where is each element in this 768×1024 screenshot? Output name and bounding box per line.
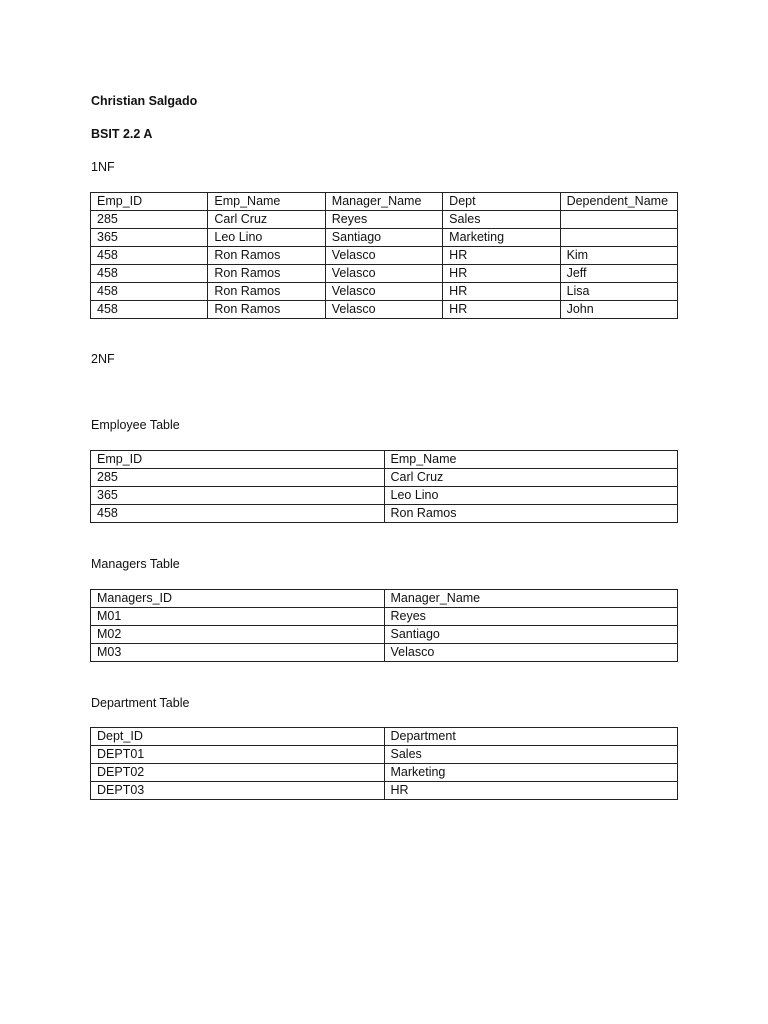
table-cell: 285 (91, 211, 208, 229)
department-table (90, 727, 678, 800)
table-cell: DEPT02 (91, 764, 385, 782)
table-cell: 458 (91, 301, 208, 319)
table-row (91, 265, 678, 283)
employee-table (90, 450, 678, 523)
table-row (91, 211, 678, 229)
table-cell: 458 (91, 283, 208, 301)
managers-table-title: Managers Table (91, 557, 180, 571)
table-row (91, 626, 678, 644)
table-row (91, 301, 678, 319)
header-cell: Emp_ID (91, 451, 385, 469)
1nf-table (90, 192, 678, 319)
table-row (91, 505, 678, 523)
table-cell: Reyes (325, 211, 442, 229)
table-row (91, 746, 678, 764)
table-cell: 458 (91, 247, 208, 265)
table-cell: M01 (91, 608, 385, 626)
table-cell: DEPT03 (91, 782, 385, 800)
table-cell: HR (384, 782, 678, 800)
table-cell: HR (443, 283, 560, 301)
2nf-heading: 2NF (91, 352, 115, 366)
table-cell: Marketing (443, 229, 560, 247)
table-header-row (91, 451, 678, 469)
table-cell: Velasco (384, 644, 678, 662)
header-cell: Dept_ID (91, 728, 385, 746)
table-header-row (91, 193, 678, 211)
table-cell: Velasco (325, 301, 442, 319)
header-cell: Managers_ID (91, 590, 385, 608)
table-cell: Reyes (384, 608, 678, 626)
department-table-title: Department Table (91, 696, 190, 710)
employee-table-title: Employee Table (91, 418, 180, 432)
table-cell: 458 (91, 265, 208, 283)
table-cell: Sales (384, 746, 678, 764)
table-cell: Kim (560, 247, 677, 265)
header-cell: Emp_Name (208, 193, 325, 211)
table-cell: Jeff (560, 265, 677, 283)
table-cell: Leo Lino (208, 229, 325, 247)
table-cell: Sales (443, 211, 560, 229)
author-name: Christian Salgado (91, 94, 198, 108)
table-cell: M03 (91, 644, 385, 662)
table-cell: Velasco (325, 283, 442, 301)
table-row (91, 469, 678, 487)
table-cell: M02 (91, 626, 385, 644)
table-cell: Lisa (560, 283, 677, 301)
header-cell: Manager_Name (325, 193, 442, 211)
header-cell: Dependent_Name (560, 193, 677, 211)
table-row (91, 247, 678, 265)
table-cell: Marketing (384, 764, 678, 782)
table-cell: Santiago (325, 229, 442, 247)
table-cell: Ron Ramos (208, 265, 325, 283)
table-cell: Ron Ramos (208, 247, 325, 265)
table-cell (560, 211, 677, 229)
table-cell: HR (443, 301, 560, 319)
table-cell: HR (443, 247, 560, 265)
table-cell: Leo Lino (384, 487, 678, 505)
header-cell: Department (384, 728, 678, 746)
header-cell: Emp_ID (91, 193, 208, 211)
1nf-heading: 1NF (91, 160, 115, 174)
table-cell: 365 (91, 487, 385, 505)
table-cell: DEPT01 (91, 746, 385, 764)
header-cell: Manager_Name (384, 590, 678, 608)
table-cell: 458 (91, 505, 385, 523)
table-row (91, 608, 678, 626)
table-cell: 365 (91, 229, 208, 247)
table-cell: Ron Ramos (208, 283, 325, 301)
table-cell: Ron Ramos (384, 505, 678, 523)
table-cell: Santiago (384, 626, 678, 644)
table-cell: Velasco (325, 265, 442, 283)
table-row (91, 764, 678, 782)
table-cell: 285 (91, 469, 385, 487)
table-cell: John (560, 301, 677, 319)
table-cell: HR (443, 265, 560, 283)
header-cell: Emp_Name (384, 451, 678, 469)
table-cell (560, 229, 677, 247)
table-row (91, 229, 678, 247)
table-cell: Carl Cruz (208, 211, 325, 229)
table-cell: Velasco (325, 247, 442, 265)
table-row (91, 487, 678, 505)
header-cell: Dept (443, 193, 560, 211)
table-row (91, 283, 678, 301)
table-row (91, 644, 678, 662)
class-section: BSIT 2.2 A (91, 127, 153, 141)
table-row (91, 782, 678, 800)
managers-table (90, 589, 678, 662)
table-header-row (91, 590, 678, 608)
table-cell: Carl Cruz (384, 469, 678, 487)
table-header-row (91, 728, 678, 746)
table-cell: Ron Ramos (208, 301, 325, 319)
